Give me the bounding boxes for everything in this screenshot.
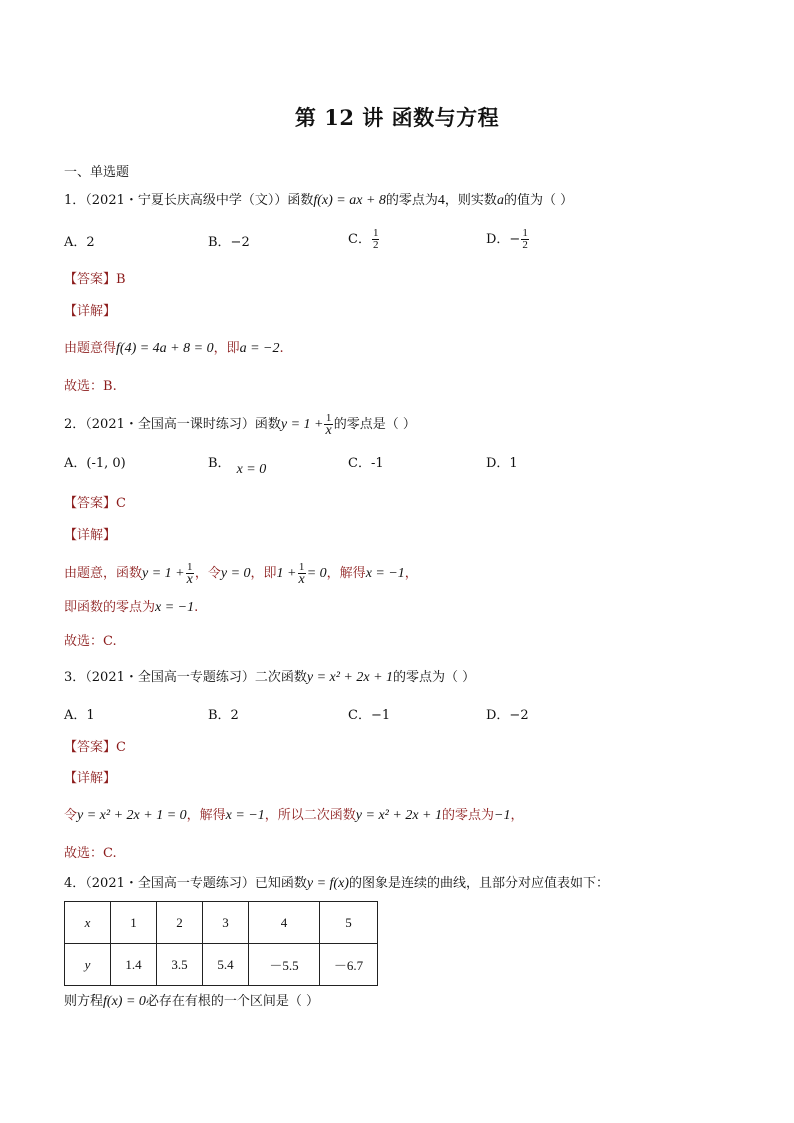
q1-option-d-fraction: $\frac{1}{2}$ (522, 227, 528, 251)
q2-answer: 【答案】C (64, 496, 126, 511)
q3-choose: 故选：C. (64, 846, 117, 861)
page-title: 第 12 讲 函数与方程 (294, 105, 500, 130)
q1-detail-label: 【详解】 (64, 304, 117, 319)
q1-choose: 故选：B. (64, 379, 117, 394)
table-cell: 1 (111, 902, 157, 944)
q2-option-d: D．1 (486, 456, 518, 471)
q1-detail: 由题意得f(4) = 4a + 8 = 0，即a = −2. (64, 341, 284, 356)
q3-option-d: D．−2 (486, 708, 529, 723)
section-heading: 一、单选题 (64, 165, 130, 180)
q2-detail: 由题意，函数y = 1 + $\frac{1}{x}$ ，令y = 0，即1 + $\frac{1}{x}$ = 0，解得x = −1， (64, 561, 418, 587)
q1-option-c: C． $\frac{1}{2}$ (348, 227, 379, 251)
table-cell: －5.5 (249, 944, 320, 986)
q2-option-b: B． x = 0 (208, 456, 267, 477)
q1-function: f(x) = ax + 8 (313, 193, 386, 208)
q1-option-a: A．2 (64, 235, 95, 250)
question-1-stem: 1．（2021・宁夏长庆高级中学（文））函数f(x) = ax + 8的零点为4，则实数a的值为（ ） (64, 193, 574, 208)
q1-option-b: B．−2 (208, 235, 250, 250)
table-row (65, 902, 378, 944)
q1-answer: 【答案】B (64, 272, 126, 287)
q3-detail-label: 【详解】 (64, 771, 117, 786)
q2-detail-fraction-2: $\frac{1}{x}$ (298, 561, 305, 587)
table-cell: 3 (203, 902, 249, 944)
table-cell: y (65, 944, 111, 986)
q2-choose: 故选：C. (64, 634, 117, 649)
q3-answer: 【答案】C (64, 740, 126, 755)
q1-option-d: D．− $\frac{1}{2}$ (486, 227, 528, 251)
question-3-stem: 3．（2021・全国高一专题练习）二次函数y = x² + 2x + 1的零点为（ ） (64, 670, 476, 685)
table-row (65, 944, 378, 986)
question-4-stem: 4．（2021・全国高一专题练习）已知函数y = f(x)的图象是连续的曲线，且部分对应值表如下： (64, 876, 609, 891)
table-cell: x (65, 902, 111, 944)
table-cell: 2 (157, 902, 203, 944)
table-cell: 5 (320, 902, 378, 944)
q3-option-c: C．−1 (348, 708, 391, 723)
table-cell: 5.4 (203, 944, 249, 986)
question-4-tail: 则方程f(x) = 0必存在有根的一个区间是（ ） (64, 994, 320, 1009)
q3-option-a: A．1 (64, 708, 95, 723)
q2-option-a: A．(-1, 0) (64, 456, 126, 471)
q3-option-b: B．2 (208, 708, 239, 723)
value-table (64, 901, 378, 986)
table-cell: 4 (249, 902, 320, 944)
table-cell: 1.4 (111, 944, 157, 986)
q2-detail-2: 即函数的零点为x = −1. (64, 600, 199, 615)
question-2-stem: 2．（2021・全国高一课时练习）函数y = 1 + $\frac{1}{x}$ 的零点是（ ） (64, 412, 416, 438)
q2-detail-label: 【详解】 (64, 528, 117, 543)
q2-stem-fraction: $\frac{1}{x}$ (325, 412, 332, 438)
q1-option-c-fraction: $\frac{1}{2}$ (372, 227, 379, 251)
table-cell: －6.7 (320, 944, 378, 986)
q3-detail: 令y = x² + 2x + 1 = 0，解得x = −1，所以二次函数y = x² + 2x + 1的零点为−1， (64, 808, 524, 823)
table-cell: 3.5 (157, 944, 203, 986)
q2-detail-fraction-1: $\frac{1}{x}$ (186, 561, 193, 587)
q2-option-c: C．-1 (348, 456, 384, 471)
